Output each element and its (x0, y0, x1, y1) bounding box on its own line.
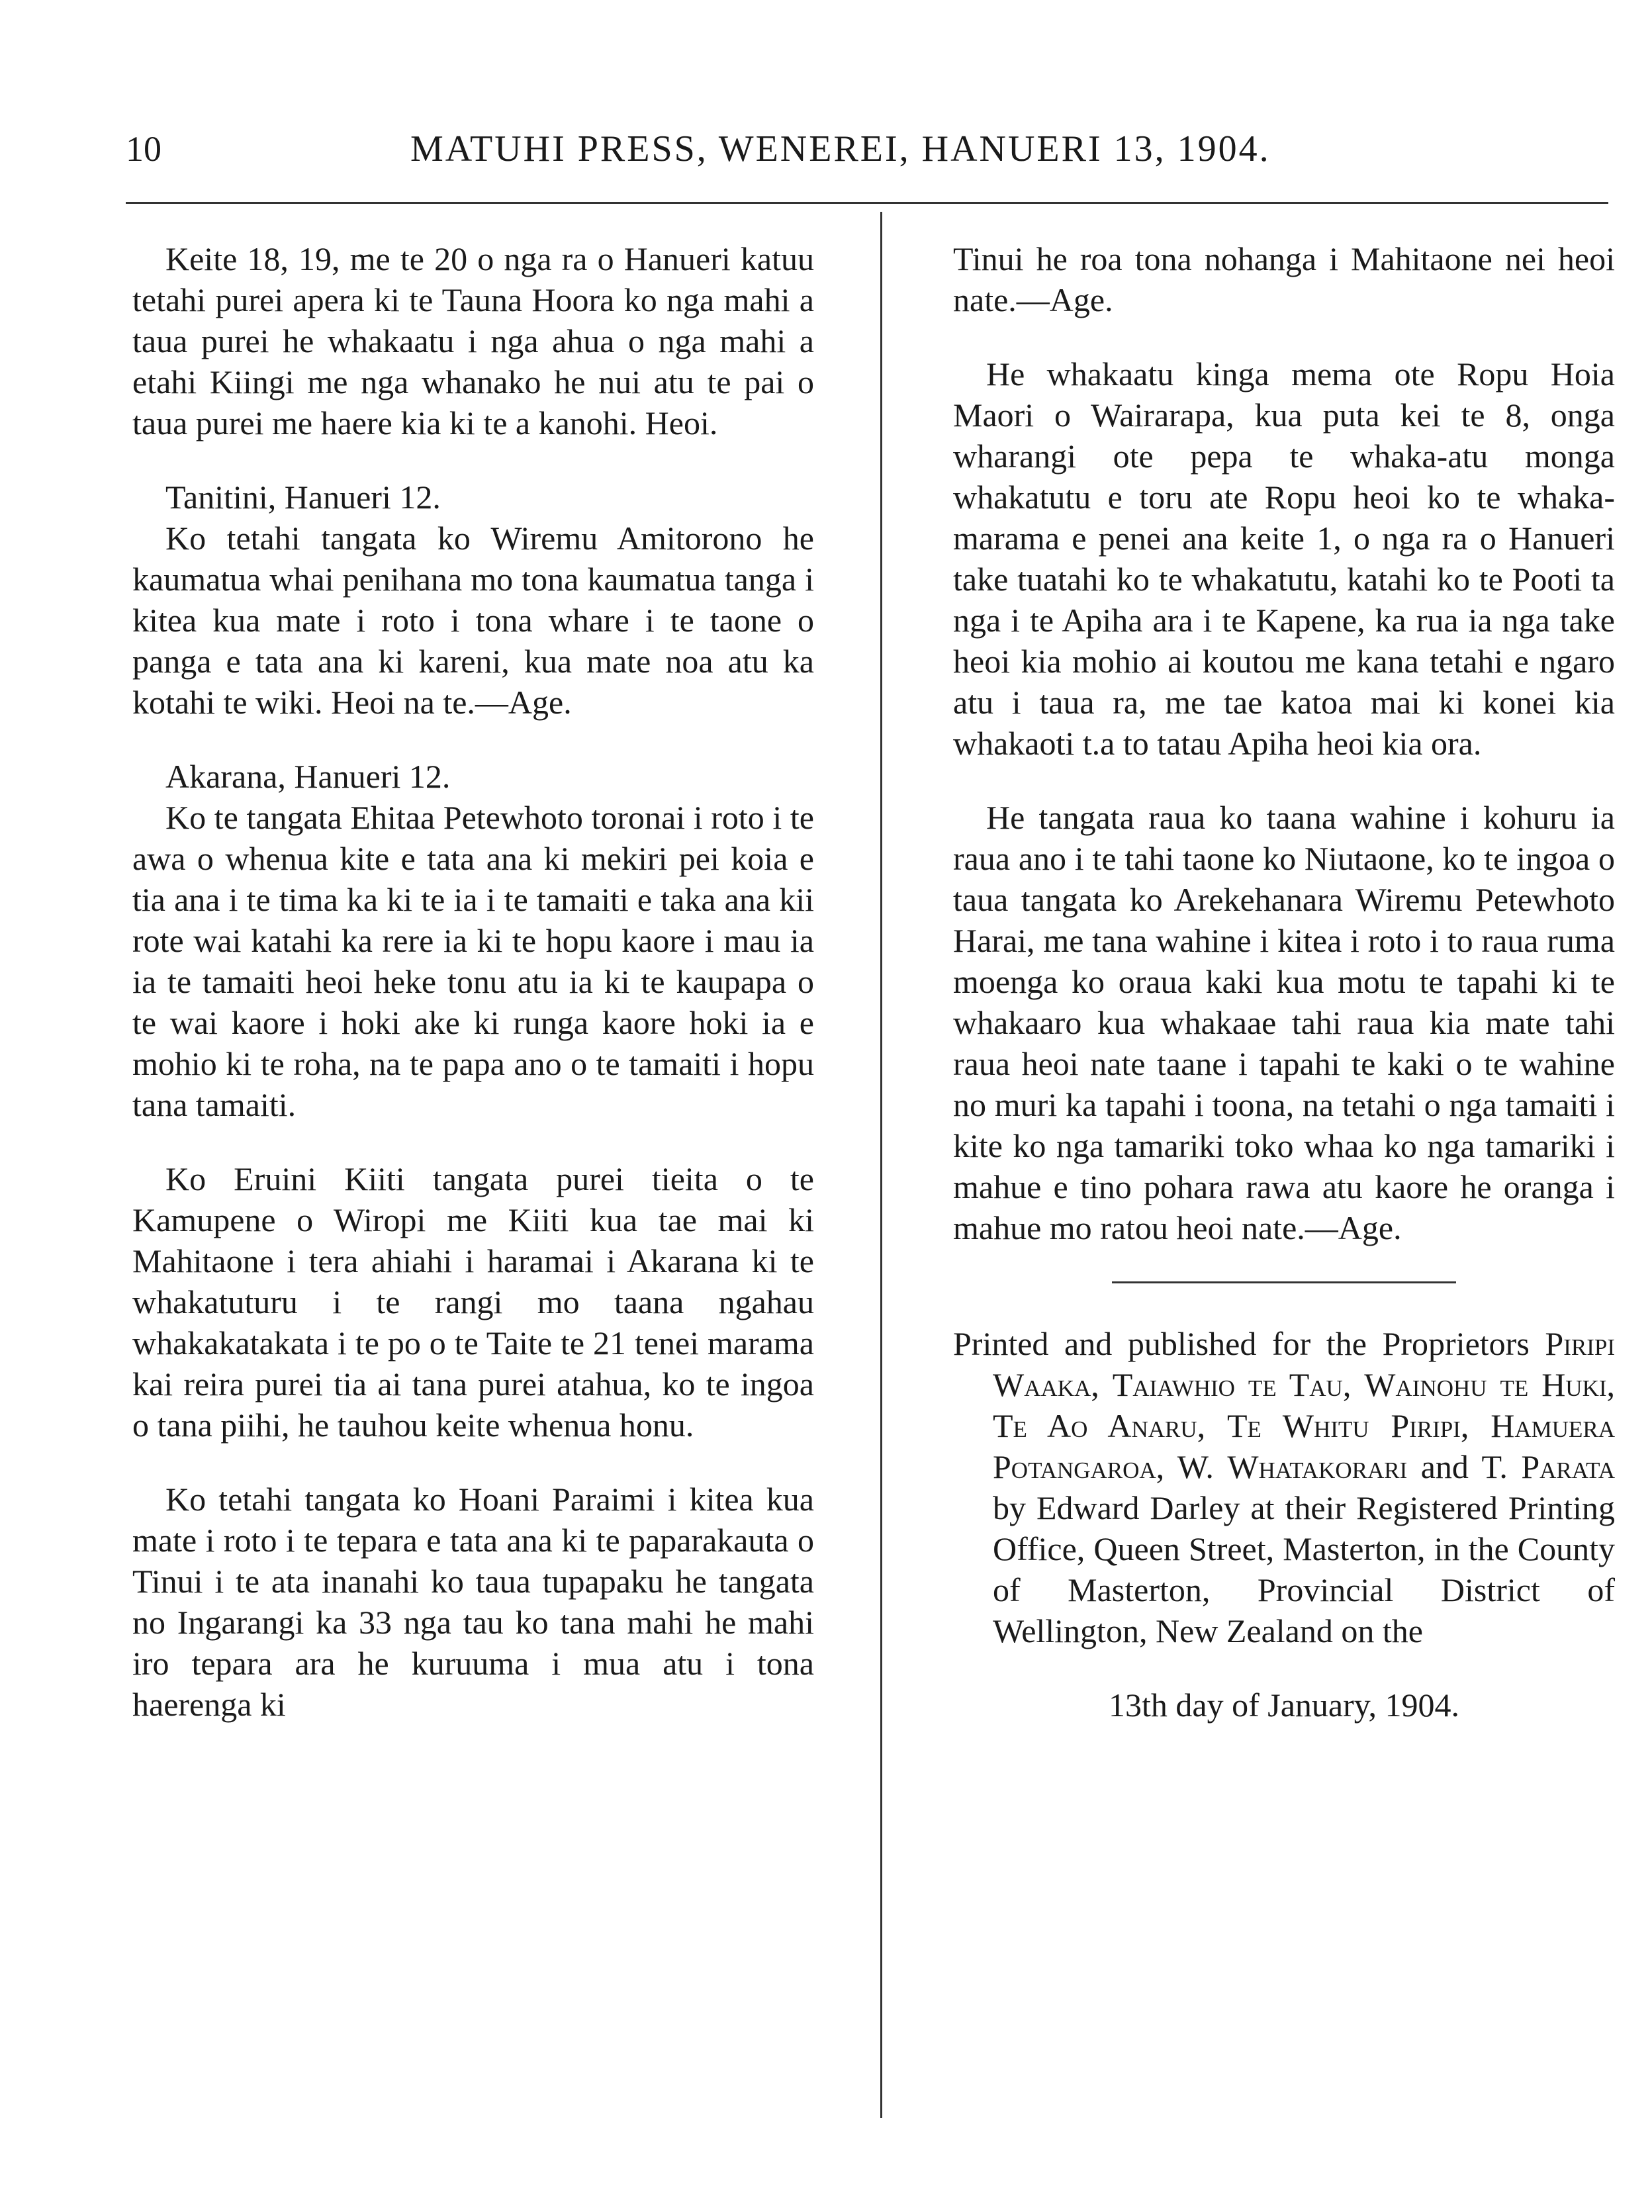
separator: , (1460, 1407, 1491, 1444)
news-item (132, 1158, 814, 1446)
running-head: MATUHI PRESS, WENEREI, HANUERI 13, 1904. (410, 128, 1271, 169)
header-rule (126, 202, 1608, 204)
imprint-prefix: Printed and published for the Proprietors (953, 1325, 1545, 1362)
proprietor-name: Taiawhio te Tau (1112, 1366, 1343, 1403)
separator: , (1606, 1366, 1616, 1403)
proprietor-name: Wainohu te Huki (1364, 1366, 1607, 1403)
separator: and T. (1407, 1448, 1522, 1485)
article-text: Ko te tangata Ehitaa Petewhoto toronai i roto i te awa o whenua kite e tata ana ki mekiri pei koia e tia ana i te tima ka ki te ia i te tamaiti e taka ana kii rote wai katahi ka rere ia ki te hopu kaore i mau ia ia te tamaiti heoi heke tonu atu ia ki te kaupapa o te wai kaore i hoki ake ki runga kaore hoki ia e mohio ki te roha, na te papa ano o te tamaiti i hopu tana tamaiti. (132, 799, 814, 1123)
dateline: Akarana, Hanueri 12. (165, 758, 451, 795)
proprietor-name: Piripi Waaka (993, 1325, 1615, 1403)
article-text: Ko tetahi tangata ko Hoani Paraimi i kitea kua mate i roto i te tepara e tata ana ki te paparakauta o Tinui i te ata inanahi ko taua tupapaku he tangata no Ingarangi ka 33 nga tau ko tana mahi he mahi iro tepara ara he kuruuma i mua atu i tona haerenga ki (132, 1481, 814, 1723)
separator: , W. (1156, 1448, 1228, 1485)
imprint-text (953, 1323, 1615, 1651)
separator: , (1197, 1407, 1227, 1444)
separator: , (1091, 1366, 1113, 1403)
news-item (953, 797, 1615, 1248)
imprint (953, 1323, 1615, 1726)
article-text: Tinui he roa tona nohanga i Mahitaone nei heoi nate.—Age. (953, 240, 1615, 318)
article-text: Keite 18, 19, me te 20 o nga ra o Hanueri katuu tetahi purei apera ki te Tauna Hoora ko nga mahi a taua purei he whakaatu i nga ahua o nga mahi a etahi Kiingi me nga whanako he nui atu te pai o taua purei me haere kia ki te a kanohi. Heoi. (132, 240, 814, 441)
article-text: He tangata raua ko taana wahine i kohuru ia raua ano i te tahi taone ko Niutaone, ko te ingoa o taua tangata ko Arekehanara Wiremu Petewhoto Harai, me tana wahine i kitea i roto i to raua ruma moenga ko oraua kaki kua motu te tapahi ki te whakaaro kua whakaae tahi raua kia mate tahi raua heoi nate taane i tapahi te kaki o te wahine no muri ka tapahi i toona, na tetahi o nga tamaiti i kite ko nga tamariki toko whaa ko nga tamariki i mahue e tino pohara rawa atu kaore he oranga i mahue mo ratou heoi nate.—Age. (953, 799, 1615, 1246)
left-column (132, 238, 814, 1758)
proprietor-name: Whatakorari (1227, 1448, 1408, 1485)
page-header (126, 119, 1416, 179)
right-column (953, 238, 1615, 1726)
article-text: Ko tetahi tangata ko Wiremu Amitorono he kaumatua whai penihana mo tona kaumatua tanga i kitea kua mate i roto i tona whare i te taone o panga e tata ana ki kareni, kua mate noa atu ka kotahi te wiki. Heoi na te.—Age. (132, 520, 814, 721)
imprint-date: 13th day of January, 1904. (1109, 1686, 1459, 1724)
imprint-suffix: by Edward Darley at their Registered Printing Office, Queen Street, Masterton, in the County of Masterton, Provincial District of Wellington, New Zealand on the (993, 1489, 1615, 1649)
news-item (132, 238, 814, 443)
proprietor-name: Hamuera Potangaroa (993, 1407, 1615, 1485)
article-text: Ko Eruini Kiiti tangata purei tieita o te Kamupene o Wiropi me Kiiti kua tae mai ki Mahitaone i tera ahiahi i haramai i Akarana ki te whakatuturu i te rangi mo taana ngahau whakakatakata i te po o te Taite te 21 tenei marama kai reira purei tia ai tana purei atahua, ko te ingoa o tana piihi, he tauhou keite whenua honu. (132, 1160, 814, 1444)
proprietor-name: Te Whitu Piripi (1226, 1407, 1461, 1444)
news-item-continued (953, 238, 1615, 320)
proprietor-name: Parata (1521, 1448, 1615, 1485)
separator: , (1342, 1366, 1365, 1403)
news-item (132, 1479, 814, 1725)
article-text: He whakaatu kinga mema ote Ropu Hoia Maori o Wairarapa, kua puta kei te 8, onga wharangi ote pepa te whaka-atu monga whakatutu e toru ate Ropu heoi ko te whaka-marama e penei ana keite 1, o nga ra o Hanueri take tuatahi ko te whakatutu, katahi ko te Pooti ta nga i te Apiha ara i te Kapene, ka rua ia nga take heoi kia mohio ai koutou me kana tetahi e ngaro atu i taua ra, me tae katoa mai ki konei kia whakaoti t.a to tatau Apiha heoi kia ora. (953, 355, 1615, 762)
news-item (132, 756, 814, 1125)
dateline: Tanitini, Hanueri 12. (165, 479, 441, 516)
column-divider (880, 212, 882, 2118)
section-rule (1112, 1281, 1456, 1283)
news-item (132, 477, 814, 723)
page-number: 10 (126, 129, 161, 169)
proprietor-name: Te Ao Anaru (993, 1407, 1197, 1444)
news-item (953, 353, 1615, 764)
